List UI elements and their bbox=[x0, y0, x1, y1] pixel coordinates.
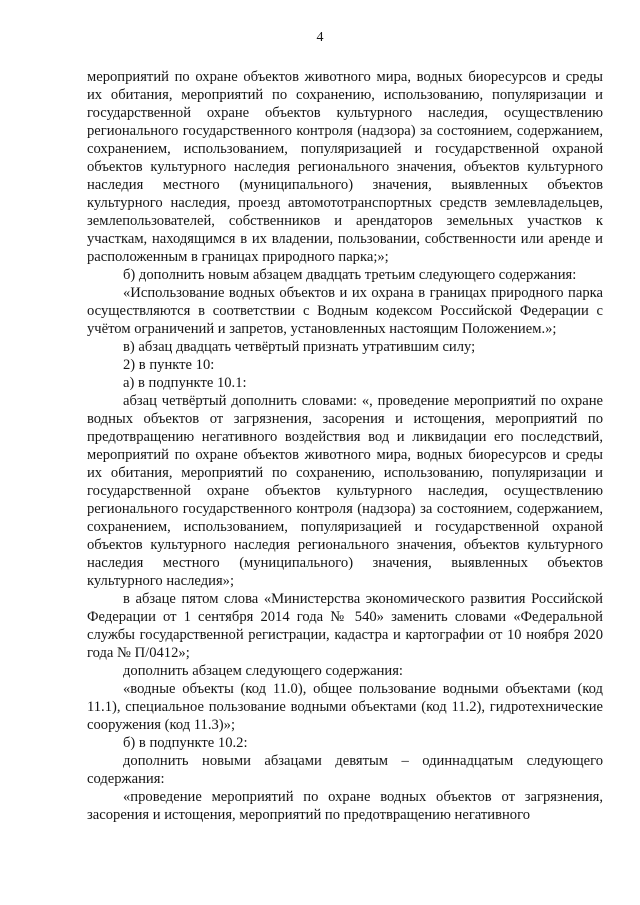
paragraph: 2) в пункте 10: bbox=[123, 357, 215, 373]
paragraph: «водные объекты (код 11.0), общее пользование водными объектами (код 11.1), специальное пользование водными объектами (код 11.2), гидротехнические сооружения (код 11.3)»; bbox=[87, 681, 603, 733]
paragraph: «Использование водных объектов и их охрана в границах природного парка осуществляются в соответствии с Водным кодексом Российской Федерации с учётом ограничений и запретов, установленных настоящим Положением.»; bbox=[87, 285, 603, 337]
paragraph: б) в подпункте 10.2: bbox=[123, 735, 248, 751]
paragraph: в) абзац двадцать четвёртый признать утратившим силу; bbox=[123, 339, 476, 355]
page-number: 4 bbox=[316, 30, 324, 45]
paragraph: «проведение мероприятий по охране водных объектов от загрязнения, засорения и истощения, мероприятий по предотвращению негативного bbox=[87, 789, 603, 823]
paragraph: в абзаце пятом слова «Министерства экономического развития Российской Федерации от 1 сентября 2014 года № 540» заменить словами «Федеральной службы государственной регистрации, кадастра и картографии от 10 ноября 2020 года № П/0412»; bbox=[87, 591, 603, 661]
paragraph: дополнить абзацем следующего содержания: bbox=[123, 663, 403, 679]
paragraph: а) в подпункте 10.1: bbox=[123, 375, 247, 391]
paragraph: дополнить новыми абзацами девятым – одиннадцатым следующего содержания: bbox=[87, 753, 603, 787]
paragraph: абзац четвёртый дополнить словами: «, проведение мероприятий по охране водных объектов от загрязнения, засорения и истощения, мероприятий по предотвращению негативного воздействия вод и ликвидации его последствий, мероприятий по охране объектов животного мира, водных биоресурсов и среды их обитания, мероприятий по сохранению, использованию, популяризации и государственной охране объектов культурного наследия, осуществлению регионального государственного контроля (надзора) за состоянием, содержанием, сохранением, использованием, популяризацией и государственной охраной объектов культурного наследия регионального значения, объектов культурного наследия местного (муниципального) значения, выявленных объектов культурного наследия»; bbox=[87, 393, 603, 589]
document-body bbox=[87, 68, 603, 824]
paragraph: б) дополнить новым абзацем двадцать третьим следующего содержания: bbox=[123, 267, 577, 283]
paragraph: мероприятий по охране объектов животного мира, водных биоресурсов и среды их обитания, мероприятий по сохранению, использованию, популяризации и государственной охране объектов культурного наследия, осуществлению регионального государственного контроля (надзора) за состоянием, содержанием, сохранением, использованием, популяризацией и государственной охраной объектов культурного наследия регионального значения, объектов культурного наследия местного (муниципального) значения, выявленных объектов культурного наследия, проезд автомототранспортных средств землевладельцев, землепользователей, собственников и арендаторов земельных участков к участкам, находящимся в их владении, пользовании, собственности или аренде и расположенным в границах природного парка;»; bbox=[87, 69, 603, 265]
